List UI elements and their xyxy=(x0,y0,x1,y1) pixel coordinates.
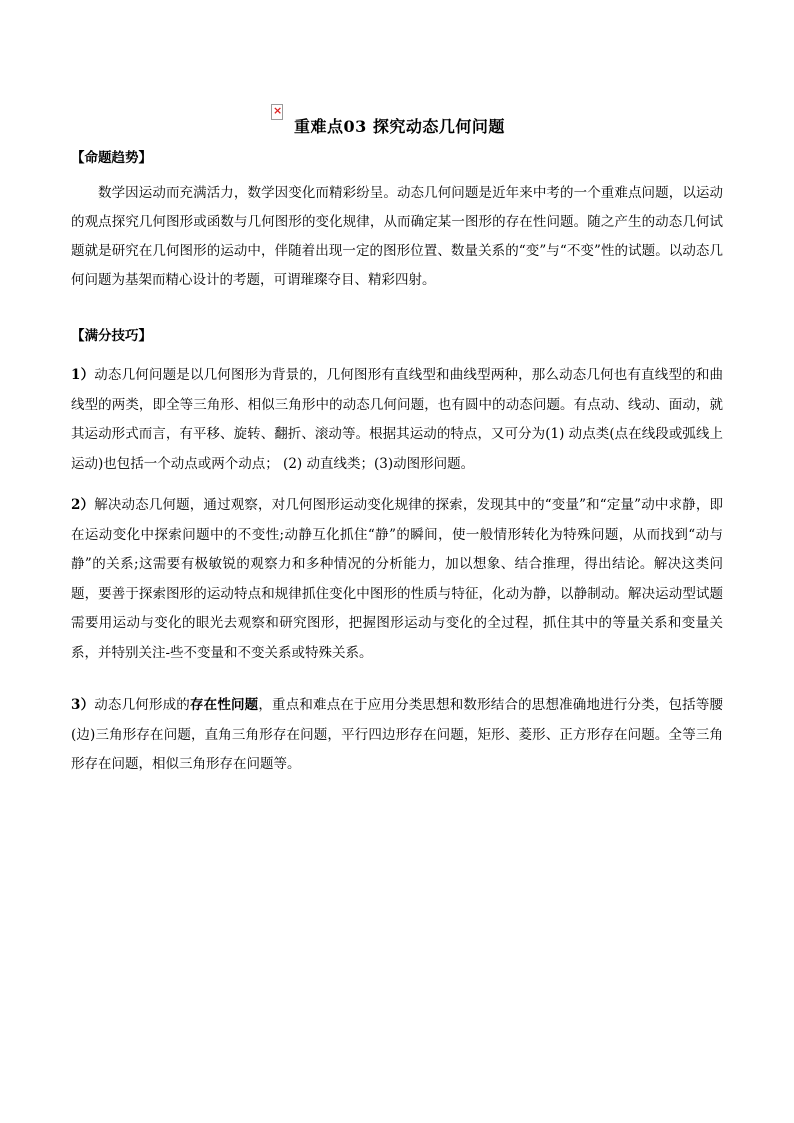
tip-number: 3） xyxy=(71,697,95,713)
tip-item-3 xyxy=(71,691,723,780)
title-row xyxy=(0,104,794,140)
broken-image-icon xyxy=(271,104,283,120)
tip-item-2 xyxy=(71,491,723,668)
tip-emphasis: 存在性问题 xyxy=(189,697,259,713)
tip-item-1 xyxy=(71,361,723,479)
tip-number: 2） xyxy=(71,497,95,513)
document-title: 重难点03 探究动态几何问题 xyxy=(294,117,505,136)
tip-text: 解决动态几何题，通过观察，对几何图形运动变化规律的探索，发现其中的“变量”和“定量”动中求静，即在运动变化中探索问题中的不变性;动静互化抓住“静”的瞬间，使一般情形转化为特殊问题，从而找到“动与静”的关系;这需要有极敏锐的观察力和多种情况的分析能力，加以想象、结合推理，得出结论。解决这类问题，要善于探索图形的运动特点和规律抓住变化中图形的性质与特征，化动为静，以静制动。解决运动型试题需要用运动与变化的眼光去观察和研究图形，把握图形运动与变化的全过程，抓住其中的等量关系和变量关系，并特别关注-些不变量和不变关系或特殊关系。 xyxy=(71,497,723,661)
tips-heading: 【满分技巧】 xyxy=(71,328,152,344)
tip-text-before: 动态几何形成的 xyxy=(94,697,190,713)
tip-number: 1） xyxy=(71,367,95,383)
tip-text-after: ，重点和难点在于应用分类思想和数形结合的思想准确地进行分类，包括等腰(边)三角形存在问题，直角三角形存在问题，平行四边形存在问题，矩形、菱形、正方形存在问题。全等三角形存在问题，相似三角形存在问题等。 xyxy=(71,697,724,772)
trend-heading: 【命题趋势】 xyxy=(71,150,152,166)
trend-paragraph: 数学因运动而充满活力，数学因变化而精彩纷呈。动态几何问题是近年来中考的一个重难点问题，以运动的观点探究几何图形或函数与几何图形的变化规律，从而确定某一图形的存在性问题。随之产生的动态几何试题就是研究在几何图形的运动中，伴随着出现一定的图形位置、数量关系的“变”与“不变”性的试题。以动态几何问题为基架而精心设计的考题，可谓璀璨夺目、精彩四射。 xyxy=(71,185,723,288)
tip-text: 动态几何问题是以几何图形为背景的，几何图形有直线型和曲线型两种，那么动态几何也有直线型的和曲线型的两类，即全等三角形、相似三角形中的动态几何问题，也有圆中的动态问题。有点动、线动、面动，就其运动形式而言，有平移、旋转、翻折、滚动等。根据其运动的特点，又可分为(1) 动点类(点在线段或弧线上运动)也包括一个动点或两个动点； (2) 动直线类；(3)动图形问题。 xyxy=(71,367,723,472)
